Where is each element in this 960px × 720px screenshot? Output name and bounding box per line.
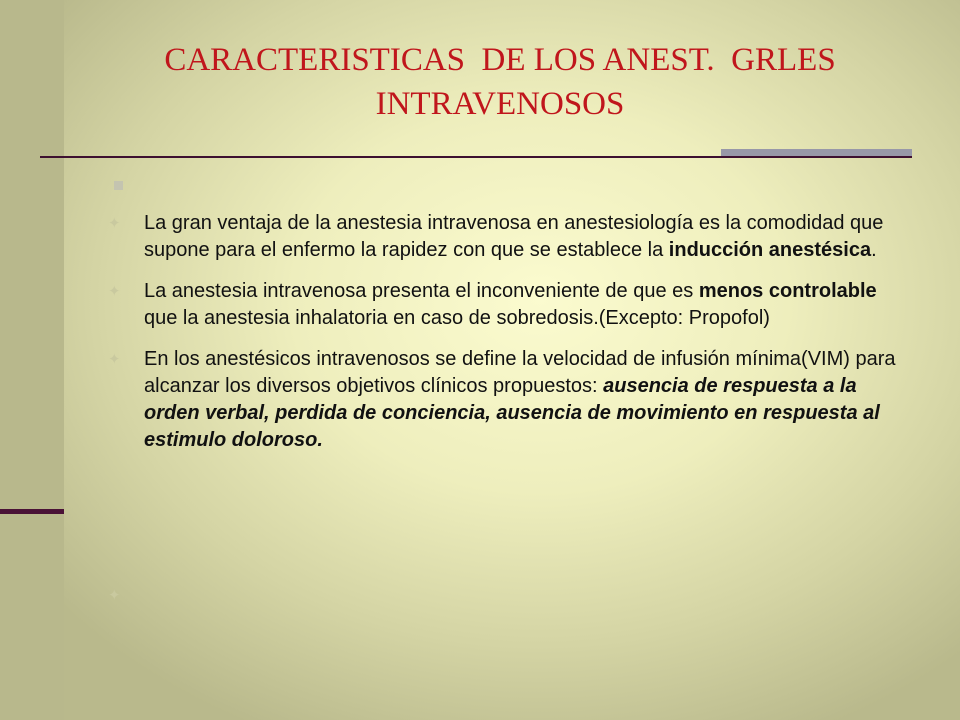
bullet-bold-text: inducción anestésica: [668, 239, 872, 261]
bullet-text: La anestesia intravenosa presenta el inconveniente de que es: [144, 280, 699, 302]
title-line-1: CARACTERISTICAS DE LOS ANEST. GRLES: [164, 42, 836, 78]
bullet-text-end: .: [871, 239, 877, 261]
four-point-star-icon: ✦: [108, 587, 121, 604]
bullet-text: La gran ventaja de la anestesia intravenosa en anestesiología es la comodidad que supone para el enfermo la rapidez con que se establece la: [144, 212, 884, 261]
bullet-item: [108, 278, 908, 332]
left-accent-bar: [0, 509, 64, 514]
four-point-star-icon: ✦: [108, 283, 121, 300]
four-point-star-icon: ✦: [108, 351, 121, 368]
title-underline: [40, 156, 912, 158]
title-accent-bar: [721, 149, 912, 156]
bullet-item: [108, 210, 908, 264]
left-decor-band: [0, 0, 64, 720]
bullet-text-end: que la anestesia inhalatoria en caso de sobredosis.(Excepto: Propofol): [144, 307, 770, 329]
bullet-text: En los anestésicos intravenosos se define la velocidad de infusión mínima(VIM) para alcanzar los diversos objetivos clínicos propuestos:: [144, 348, 896, 397]
four-point-star-icon: ✦: [108, 215, 121, 232]
bullet-list: [108, 210, 908, 468]
bullet-bold-text: menos controlable: [698, 280, 877, 302]
slide-title: [90, 38, 910, 126]
empty-square-bullet-icon: [114, 181, 123, 190]
bullet-item: [108, 346, 908, 454]
bullet-bold-italic-text: ausencia de respuesta a la orden verbal, perdida de conciencia, ausencia de movimiento en respuesta al estimulo doloroso.: [144, 375, 880, 451]
title-line-2: INTRAVENOSOS: [375, 86, 625, 122]
